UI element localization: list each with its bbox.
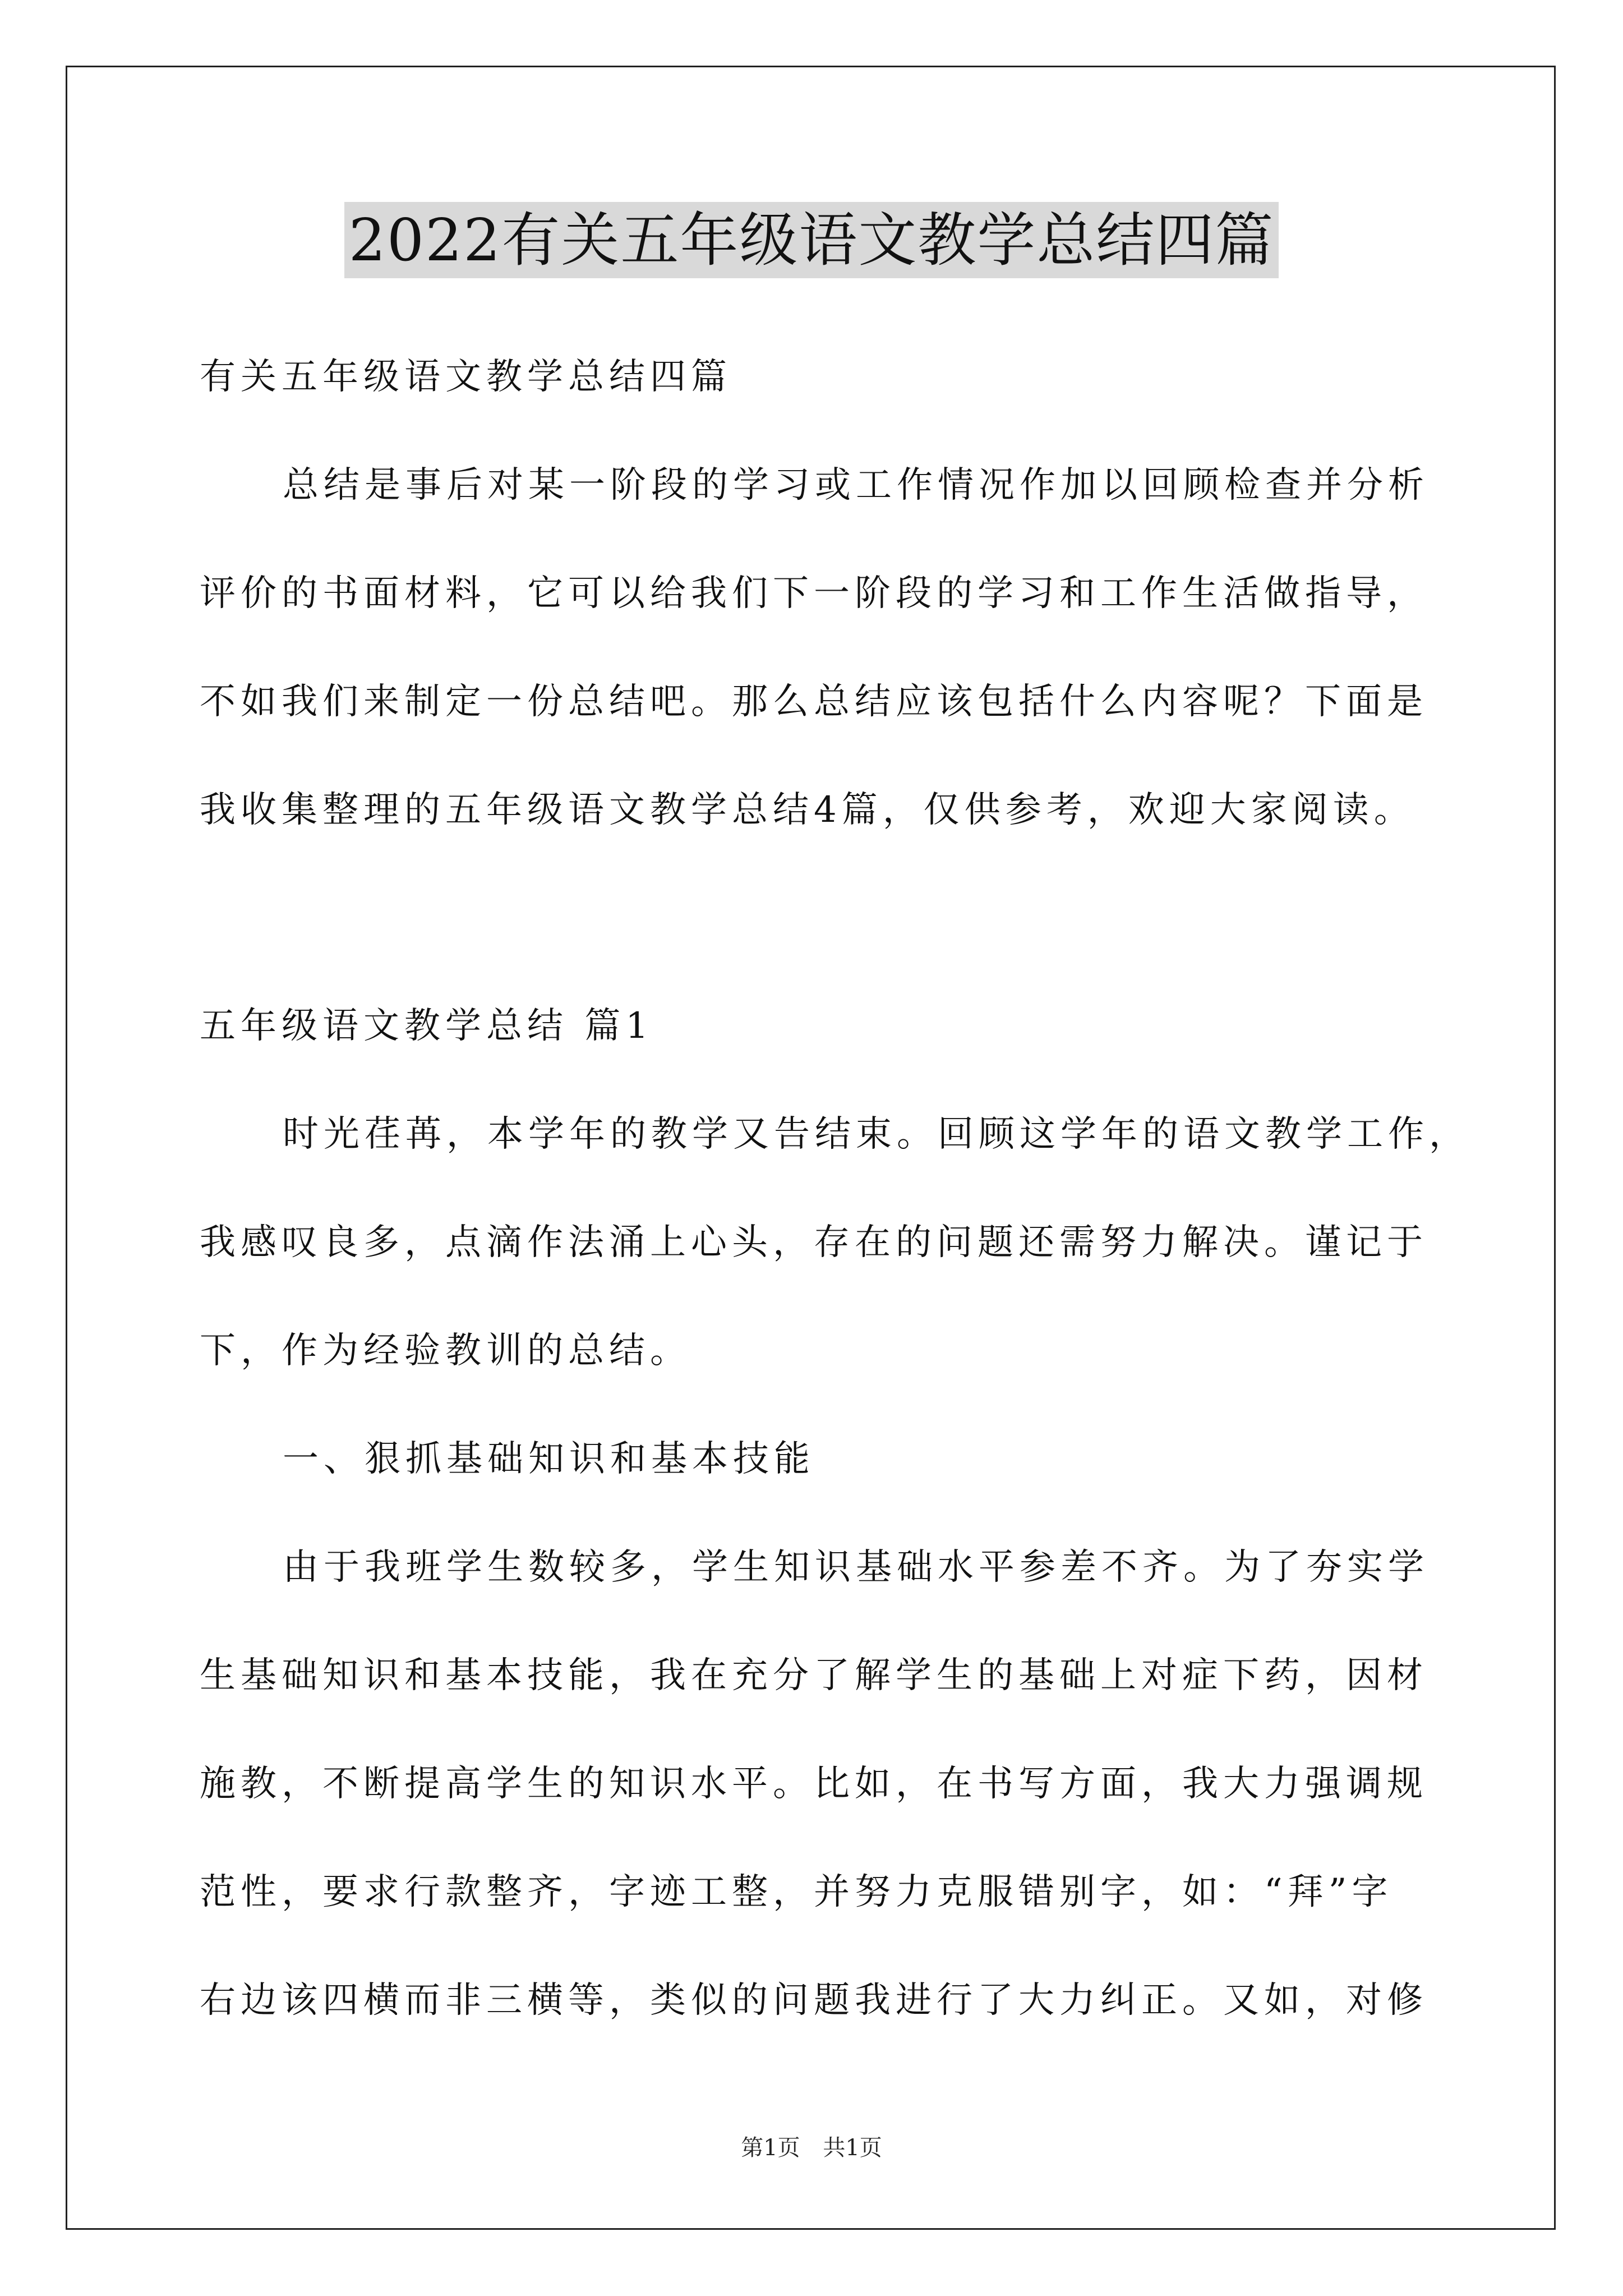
paragraph-line: 我感叹良多，点滴作法涌上心头，存在的问题还需努力解决。谨记于 bbox=[200, 1222, 1428, 1263]
document-subtitle: 有关五年级语文教学总结四篇 bbox=[200, 356, 732, 398]
paragraph-line: 范性，要求行款整齐，字迹工整，并努力克服错别字，如：“拜”字 bbox=[200, 1871, 1393, 1913]
document-title: 2022有关五年级语文教学总结四篇 bbox=[344, 202, 1279, 278]
intro-line: 评价的书面材料，它可以给我们下一阶段的学习和工作生活做指导， bbox=[200, 573, 1428, 614]
intro-line: 总结是事后对某一阶段的学习或工作情况作加以回顾检查并分析 bbox=[283, 464, 1429, 506]
paragraph-line: 时光荏苒，本学年的教学又告结束。回顾这学年的语文教学工作， bbox=[283, 1114, 1470, 1155]
paragraph-line: 下，作为经验教训的总结。 bbox=[200, 1330, 691, 1372]
section-heading: 五年级语文教学总结 篇1 bbox=[200, 1005, 654, 1047]
paragraph-line: 生基础知识和基本技能，我在充分了解学生的基础上对症下药，因材 bbox=[200, 1655, 1428, 1696]
page-number-current: 第1页 bbox=[741, 2135, 800, 2161]
page-number-total: 共1页 bbox=[823, 2135, 882, 2161]
subheading: 一、狠抓基础知识和基本技能 bbox=[283, 1438, 815, 1480]
paragraph-line: 由于我班学生数较多，学生知识基础水平参差不齐。为了夯实学 bbox=[283, 1547, 1429, 1588]
paragraph-line: 施教，不断提高学生的知识水平。比如，在书写方面，我大力强调规 bbox=[200, 1763, 1428, 1805]
intro-line: 不如我们来制定一份总结吧。那么总结应该包括什么内容呢？下面是 bbox=[200, 681, 1428, 723]
page-footer bbox=[0, 2134, 1623, 2162]
paragraph-line: 右边该四横而非三横等，类似的问题我进行了大力纠正。又如，对修 bbox=[200, 1980, 1428, 2021]
title-container bbox=[0, 202, 1623, 278]
intro-line: 我收集整理的五年级语文教学总结4篇，仅供参考，欢迎大家阅读。 bbox=[200, 789, 1415, 831]
